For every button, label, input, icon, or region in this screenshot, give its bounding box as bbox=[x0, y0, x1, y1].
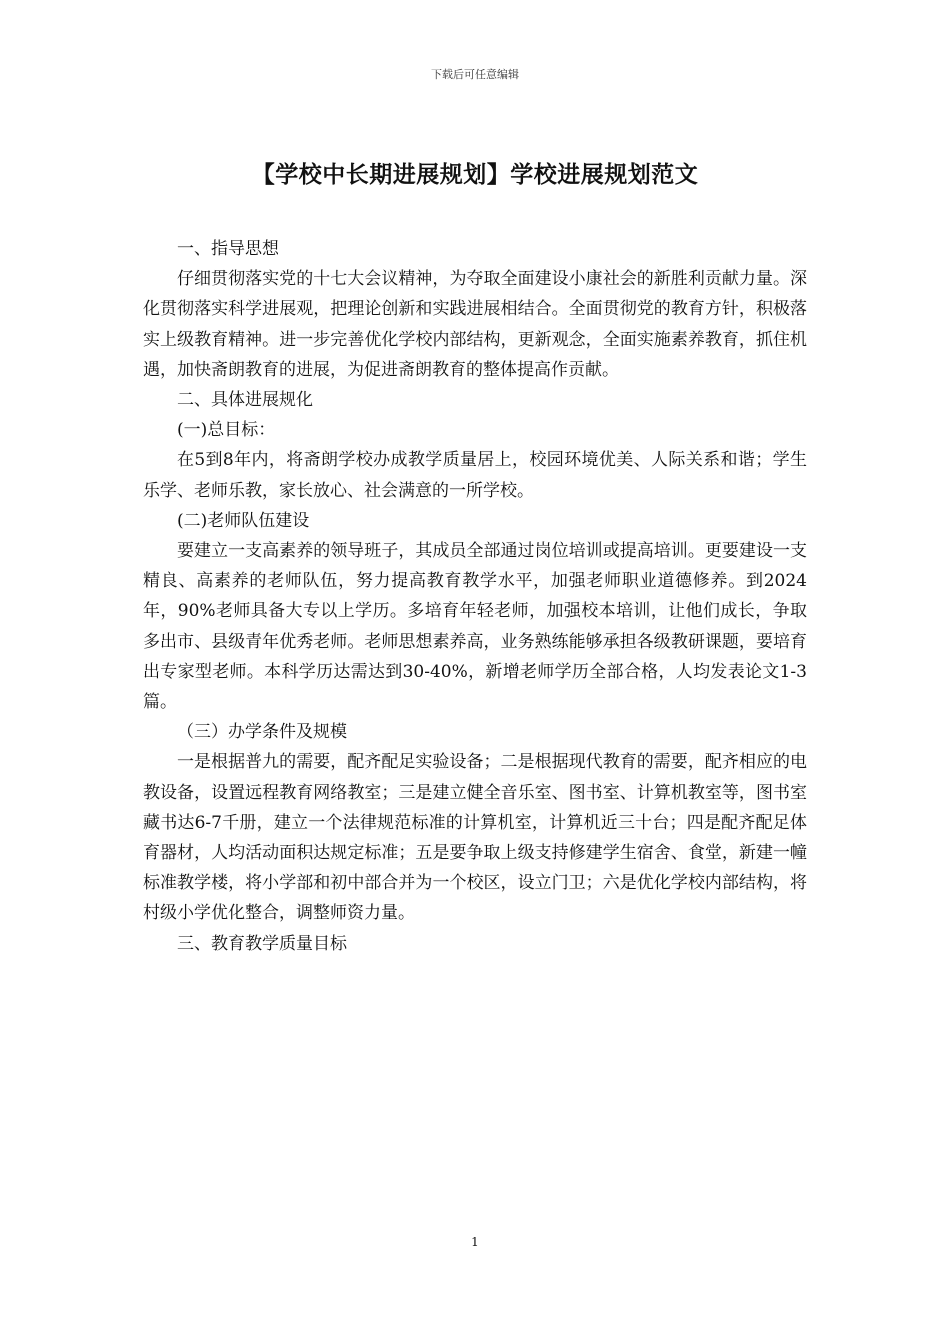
body-paragraph: 仔细贯彻落实党的十七大会议精神，为夺取全面建设小康社会的新胜利贡献力量。深化贯彻落实科学进展观，把理论创新和实践进展相结合。全面贯彻党的教育方针，积极落实上级教育精神。进一步完善优化学校内部结构，更新观念，全面实施素养教育，抓住机遇，加快斋朗教育的进展，为促进斋朗教育的整体提高作贡献。 bbox=[143, 269, 807, 380]
document-title: 【学校中长期进展规划】学校进展规划范文 bbox=[251, 161, 699, 188]
section-heading: 二、具体进展规化 bbox=[177, 390, 313, 411]
page-header-note: 下载后可任意编辑 bbox=[431, 68, 519, 81]
body-paragraph: 一是根据普九的需要，配齐配足实验设备；二是根据现代教育的需要，配齐相应的电教设备，设置远程教育网络教室；三是建立健全音乐室、图书室、计算机教室等，图书室藏书达6-7千册，建立一个法律规范标准的计算机室，计算机近三十台；四是配齐配足体育器材，人均活动面积达规定标准；五是要争取上级支持修建学生宿舍、食堂，新建一幢标准教学楼，将小学部和初中部合并为一个校区，设立门卫；六是优化学校内部结构，将村级小学优化整合，调整师资力量。 bbox=[143, 752, 807, 924]
section-heading: 一、指导思想 bbox=[177, 239, 279, 259]
page-number: 1 bbox=[471, 1235, 479, 1249]
body-paragraph: 要建立一支高素养的领导班子，其成员全部通过岗位培训或提高培训。更要建设一支精良、高素养的老师队伍，努力提高教育教学水平，加强老师职业道德修养。到2024年，90%老师具备大专以上学历。多培育年轻老师，加强校本培训，让他们成长，争取多出市、县级青年优秀老师。老师思想素养高，业务熟练能够承担各级教研课题，要培育出专家型老师。本科学历达需达到30-40%，新增老师学历全部合格，人均发表论文1-3篇。 bbox=[143, 541, 807, 713]
subsection-heading: （三）办学条件及规模 bbox=[177, 722, 347, 743]
subsection-heading: (二)老师队伍建设 bbox=[177, 510, 310, 531]
document-body bbox=[143, 234, 807, 959]
subsection-heading: (一)总目标： bbox=[177, 420, 276, 441]
body-paragraph: 在5到8年内，将斋朗学校办成教学质量居上，校园环境优美、人际关系和谐；学生乐学、老师乐教，家长放心、社会满意的一所学校。 bbox=[143, 450, 807, 501]
section-heading: 三、教育教学质量目标 bbox=[177, 933, 347, 954]
